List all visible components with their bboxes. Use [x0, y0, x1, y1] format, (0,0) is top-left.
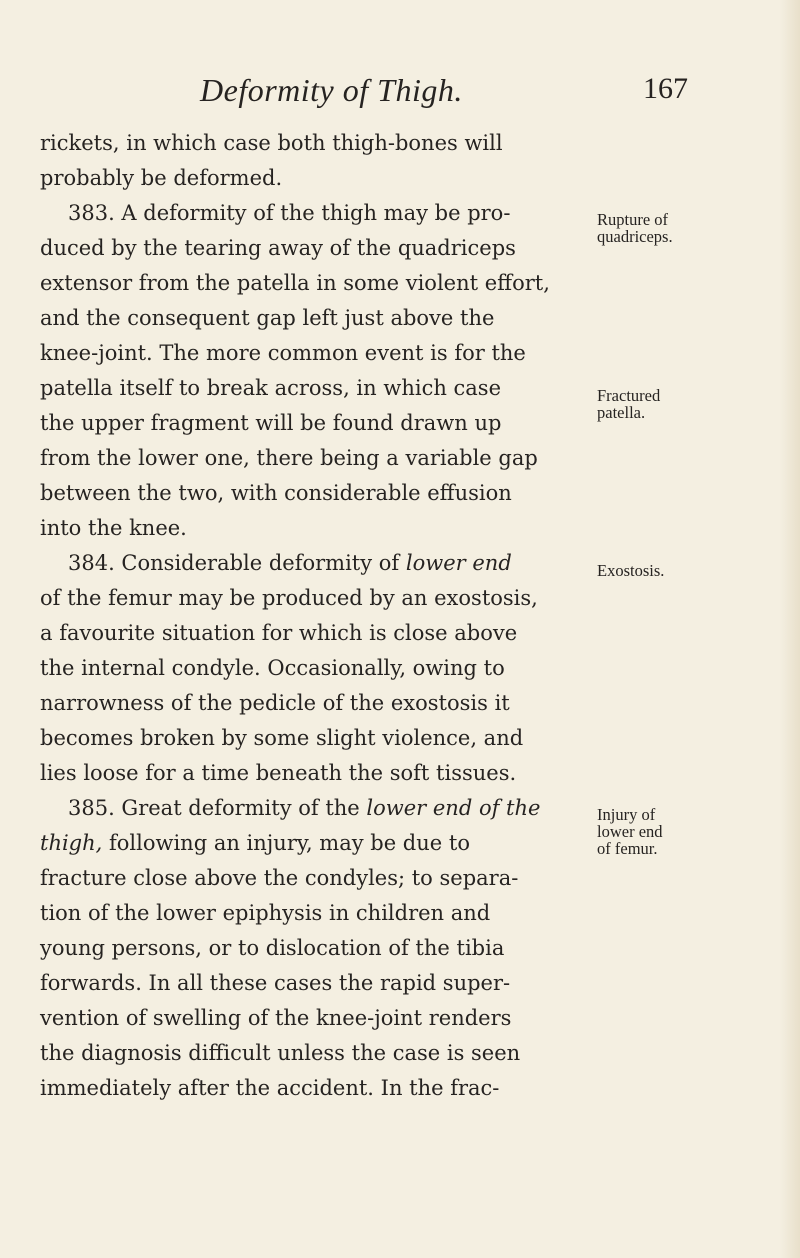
body-line: narrowness of the pedicle of the exostosis it — [40, 691, 510, 715]
body-line: and the consequent gap left just above the — [40, 306, 495, 330]
body-line: fracture close above the condyles; to separa- — [40, 866, 519, 890]
body-line: the upper fragment will be found drawn up — [40, 411, 502, 435]
body-line — [40, 830, 470, 856]
body-line: lies loose for a time beneath the soft tissues. — [40, 761, 517, 785]
italic-phrase: lower end — [405, 551, 512, 575]
body-line-text: following an injury, may be due to — [102, 831, 470, 855]
page-edge — [780, 0, 800, 1258]
body-line: between the two, with considerable effusion — [40, 481, 512, 505]
body-line: of the femur may be produced by an exostosis, — [40, 586, 538, 610]
italic-phrase: thigh, — [40, 831, 103, 855]
body-line — [68, 795, 540, 821]
body-line-text: 384. Considerable deformity of — [68, 551, 406, 575]
body-line — [68, 550, 512, 576]
page-number: 167 — [643, 72, 688, 105]
body-line-text: 385. Great deformity of the — [68, 796, 367, 820]
side-note-fractured-patella: Fractured patella. — [597, 386, 661, 422]
italic-phrase: lower end of the — [366, 796, 541, 820]
body-line: extensor from the patella in some violent effort, — [40, 271, 550, 295]
body-line: forwards. In all these cases the rapid super- — [40, 971, 511, 995]
side-note-rupture-of-quadriceps: Rupture of quadriceps. — [597, 210, 673, 246]
body-line: probably be deformed. — [40, 166, 283, 190]
body-line: vention of swelling of the knee-joint renders — [40, 1006, 512, 1030]
body-line: immediately after the accident. In the frac- — [40, 1076, 500, 1100]
body-line: a favourite situation for which is close above — [40, 621, 518, 645]
body-line: tion of the lower epiphysis in children and — [40, 901, 491, 925]
body-line: patella itself to break across, in which case — [40, 376, 502, 400]
body-line: young persons, or to dislocation of the tibia — [40, 936, 505, 960]
body-line: into the knee. — [40, 516, 187, 540]
body-line: duced by the tearing away of the quadriceps — [40, 236, 516, 260]
body-line: 383. A deformity of the thigh may be pro- — [68, 201, 511, 225]
body-line: becomes broken by some slight violence, and — [40, 726, 524, 750]
body-line: knee-joint. The more common event is for the — [40, 341, 526, 365]
side-note-exostosis: Exostosis. — [597, 561, 665, 580]
body-line: the internal condyle. Occasionally, owing to — [40, 656, 505, 680]
body-line: rickets, in which case both thigh-bones will — [40, 131, 503, 155]
body-line: from the lower one, there being a variable gap — [40, 446, 538, 470]
body-line: the diagnosis difficult unless the case is seen — [40, 1041, 521, 1065]
side-note-injury-of-lower-end-of-femur: Injury of lower end of femur. — [597, 805, 663, 858]
running-head: Deformity of Thigh. — [200, 72, 463, 108]
